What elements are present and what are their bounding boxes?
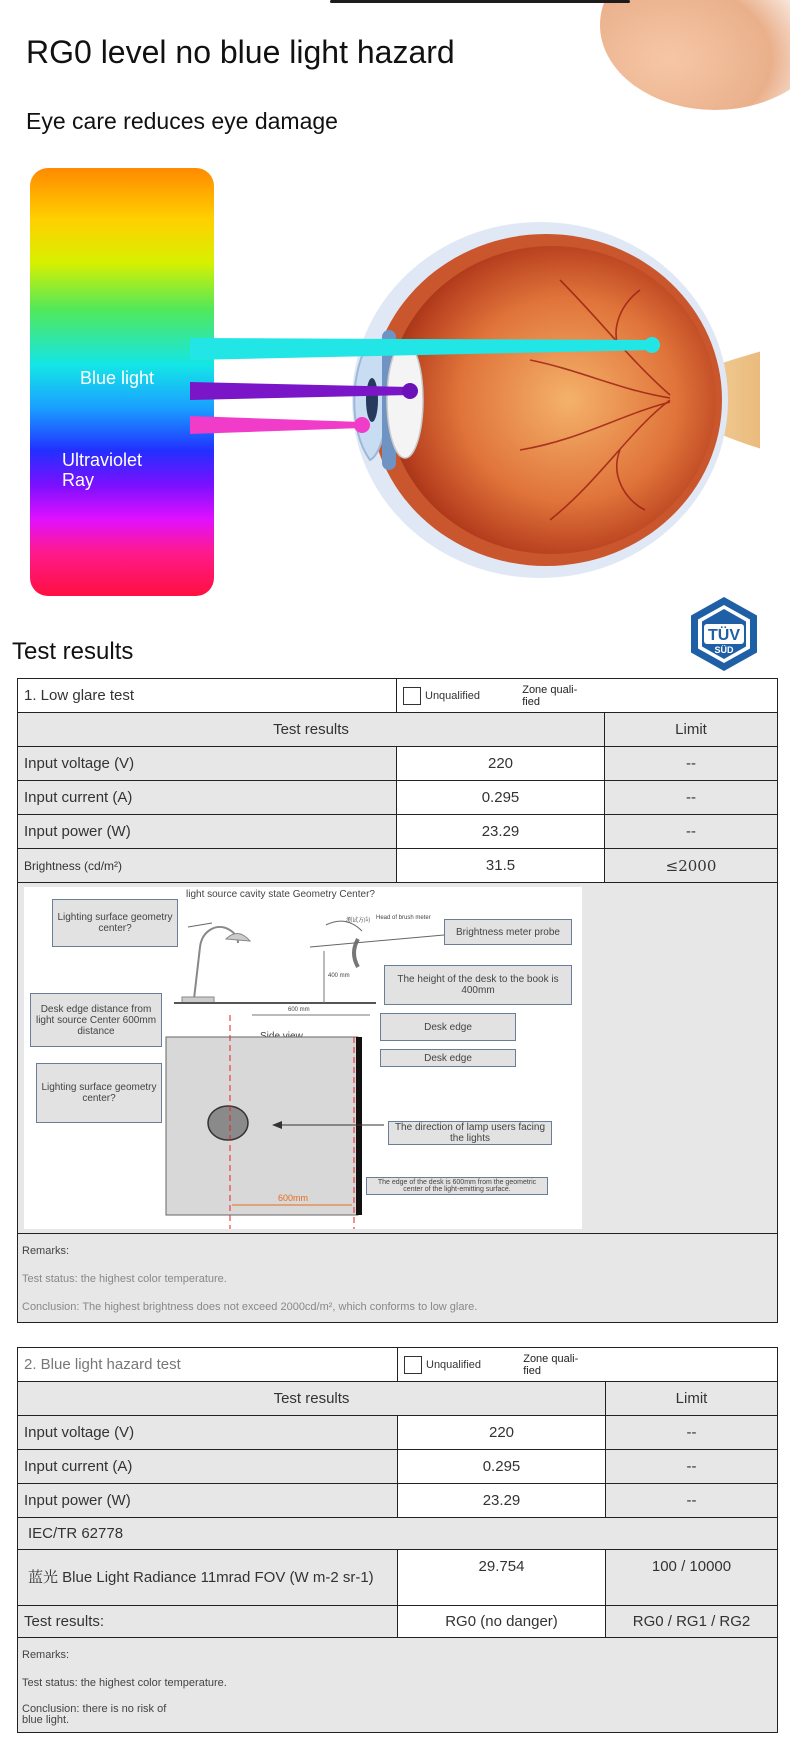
lighting-center-box-2: Lighting surface geometry center? [36,1063,162,1123]
row-label: Brightness (cd/m²) [18,849,397,883]
zone-qualified-label: Zone quali- fied [522,683,578,708]
row-label: Input power (W) [18,815,397,849]
top-edge-line [330,0,630,3]
desk-edge-box-1: Desk edge [380,1013,516,1041]
test-setup-diagram [24,887,582,1229]
page-title: RG0 level no blue light hazard [26,34,455,70]
600mm-label: 600mm [278,1193,309,1203]
row-limit: -- [605,815,778,849]
remarks-title: Remarks: [22,1245,70,1257]
results-header: Test results [18,713,605,747]
desk-edge-distance-box: Desk edge distance from light source Center 600mm distance [30,993,162,1047]
blue-light-hazard-test-table [17,1347,778,1733]
direction-box: The direction of lamp users facing the lights [388,1121,552,1145]
row-label: Input power (W) [18,1484,398,1518]
probe-arrow-line [310,935,444,947]
radiance-limit: 100 / 10000 [606,1550,778,1606]
row-value: 23.29 [397,815,605,849]
meter-head-label: Head of brush meter [376,915,431,921]
row-value: 23.29 [398,1484,606,1518]
low-glare-remarks [22,1244,773,1314]
lamp-head-icon [226,933,250,941]
unqualified-checkbox[interactable] [404,1356,422,1374]
uv-ray-focus-icon [354,417,370,433]
results-header: Test results [18,1382,606,1416]
small-600-label: 600 mm [288,1007,310,1013]
desk-edge-note-box: The edge of the desk is 600mm from the geometric center of the light-emitting surface. [366,1177,548,1195]
limit-header: Limit [606,1382,778,1416]
remarks-conclusion: Conclusion: there is no risk of blue light. [22,1703,167,1726]
violet-ray-focus-icon [402,383,418,399]
uv-label-line1: Ultraviolet [62,450,143,470]
standard-row: IEC/TR 62778 [18,1518,778,1550]
blue-light-status-cell [398,1348,778,1382]
result-limit: RG0 / RG1 / RG2 [606,1606,778,1638]
unqualified-checkbox[interactable] [403,687,421,705]
row-limit: -- [606,1450,778,1484]
remarks-status: Test status: the highest color temperature. [22,1677,227,1689]
diagram-drawing [24,887,582,1229]
row-value: 31.5 [397,849,605,883]
diagram-cell [18,883,778,1234]
row-limit: -- [606,1484,778,1518]
low-glare-remarks-cell [18,1234,778,1323]
hand-decoration [600,0,790,110]
leader-line [188,923,212,927]
row-label: Input voltage (V) [18,747,397,781]
blue-light-label: Blue light [80,368,155,388]
uv-label-line2: Ray [62,470,95,490]
radiance-value: 29.754 [398,1550,606,1606]
diagram-top-label: light source cavity state Geometry Center? [186,889,375,900]
desk-edge-box-2: Desk edge [380,1049,516,1067]
low-glare-title-cell [18,679,397,713]
blue-light-remarks [22,1648,773,1726]
radiance-label: 蓝光 Blue Light Radiance 11mrad FOV (W m-2 sr-1) [18,1550,398,1606]
blue-light-ray [190,338,652,360]
row-limit: -- [605,781,778,815]
blue-light-remarks-cell [18,1638,778,1733]
violet-ray [190,382,410,400]
desk-height-box: The height of the desk to the book is 400mm [384,965,572,1005]
small-400-label: 400 mm [328,973,350,979]
result-value: RG0 (no danger) [398,1606,606,1638]
tuv-sud-certification-icon [686,596,762,672]
low-glare-test-table [17,678,778,1323]
blue-light-title-cell [18,1348,398,1382]
blue-light-title: 2. Blue light hazard test [24,1356,181,1373]
side-view-desk [166,1037,358,1215]
row-value: 220 [398,1416,606,1450]
remarks-conclusion: Conclusion: The highest brightness does not exceed 2000cd/m², which conforms to low glare. [22,1301,478,1313]
page-subtitle: Eye care reduces eye damage [26,108,338,134]
lighting-center-box-1: Lighting surface geometry center? [52,899,178,947]
row-value: 0.295 [398,1450,606,1484]
uv-ray [190,416,362,434]
low-glare-status-cell [397,679,778,713]
test-direction-label: 测试方向 [346,918,371,924]
svg-text:TÜV: TÜV [708,627,740,644]
row-label: Input current (A) [18,1450,398,1484]
row-limit: -- [605,747,778,781]
blue-ray-focus-icon [644,337,660,353]
remarks-status: Test status: the highest color temperature. [22,1273,227,1285]
row-value: 0.295 [397,781,605,815]
meter-probe-box: Brightness meter probe [444,919,572,945]
row-label: Input current (A) [18,781,397,815]
light-rays [190,330,660,440]
remarks-title: Remarks: [22,1649,70,1661]
row-limit: -- [606,1416,778,1450]
test-results-heading: Test results [12,638,134,665]
zone-qualified-label: Zone quali- fied [523,1352,579,1377]
row-value: 220 [397,747,605,781]
desk-edge-bar [356,1037,362,1215]
limit-header: Limit [605,713,778,747]
lamp-light-source-icon [208,1106,248,1140]
svg-text:SÜD: SÜD [714,645,734,655]
unqualified-label: Unqualified [426,1358,482,1371]
result-label: Test results: [18,1606,398,1638]
unqualified-label: Unqualified [425,689,481,702]
row-limit: ≤2000 [605,849,778,883]
row-label: Input voltage (V) [18,1416,398,1450]
low-glare-title: 1. Low glare test [24,687,135,704]
